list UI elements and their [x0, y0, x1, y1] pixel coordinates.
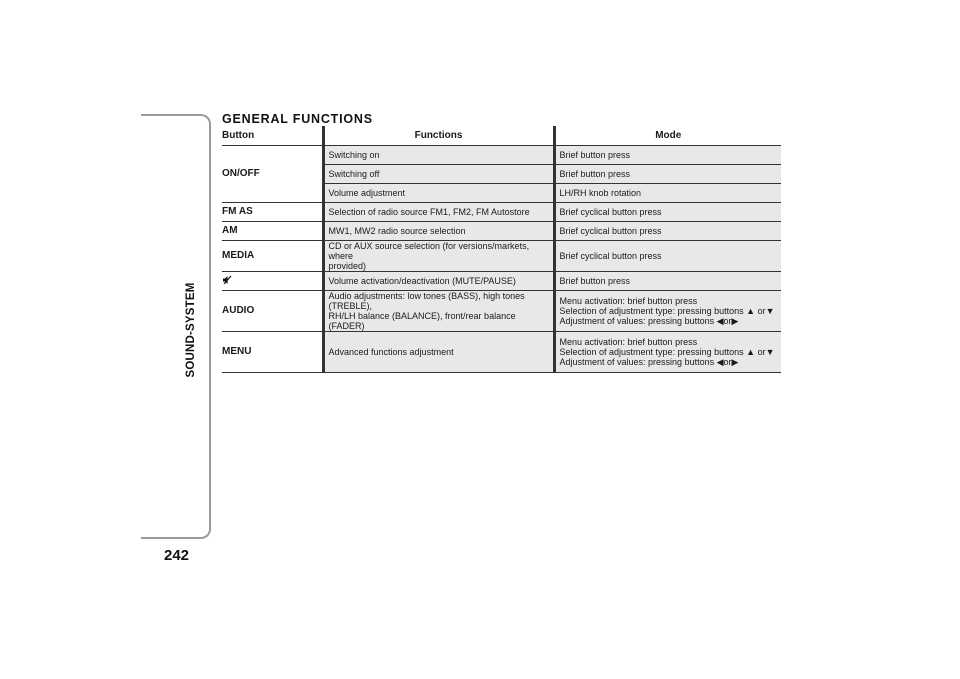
button-media: MEDIA — [222, 241, 323, 272]
section-title: GENERAL FUNCTIONS — [222, 112, 373, 126]
mode-cell: Brief cyclical button press — [554, 222, 781, 241]
sidebar-bracket — [141, 114, 211, 539]
mode-line — [560, 306, 778, 316]
function-cell — [323, 291, 554, 332]
left-arrow-icon: ◀ — [716, 357, 724, 367]
function-cell — [323, 241, 554, 272]
general-functions-table — [222, 126, 781, 373]
or-word: or — [757, 347, 766, 357]
or-word: or — [757, 306, 766, 316]
function-line: provided) — [328, 261, 367, 271]
header-functions: Functions — [323, 126, 554, 146]
function-cell: Switching on — [323, 146, 554, 165]
table-row — [222, 272, 781, 291]
mode-cell: Brief button press — [554, 272, 781, 291]
button-am: AM — [222, 222, 323, 241]
mode-line — [560, 316, 778, 326]
button-fm-as: FM AS — [222, 203, 323, 222]
function-cell: Volume adjustment — [323, 184, 554, 203]
table-row — [222, 146, 781, 165]
sidebar-section-label: SOUND-SYSTEM — [185, 282, 197, 378]
function-line: RH/LH balance (BALANCE), front/rear balance (FADER) — [328, 311, 516, 331]
left-arrow-icon: ◀ — [716, 316, 724, 326]
mute-speaker-icon — [222, 275, 232, 285]
button-mute — [222, 272, 323, 291]
function-cell: Switching off — [323, 165, 554, 184]
table-row — [222, 332, 781, 373]
table-header-row — [222, 126, 781, 146]
function-line: CD or AUX source selection (for versions/markets, where — [328, 241, 530, 261]
table-row — [222, 222, 781, 241]
header-mode: Mode — [554, 126, 781, 146]
mode-line-text: Selection of adjustment type: pressing buttons — [559, 347, 744, 357]
function-line: Audio adjustments: low tones (BASS), high tones (TREBLE), — [328, 291, 525, 311]
mode-line-text: Adjustment of values: pressing buttons — [559, 316, 715, 326]
mode-line-text: Selection of adjustment type: pressing buttons — [559, 306, 744, 316]
function-cell: Advanced functions adjustment — [323, 332, 554, 373]
mode-line-text: Adjustment of values: pressing buttons — [559, 357, 715, 367]
up-arrow-icon: ▲ — [746, 347, 756, 357]
or-word: or — [723, 357, 732, 367]
or-word: or — [723, 316, 732, 326]
mode-line: Menu activation: brief button press — [559, 296, 698, 306]
function-cell: Volume activation/deactivation (MUTE/PAUSE) — [323, 272, 554, 291]
down-arrow-icon: ▼ — [765, 347, 775, 357]
table-row — [222, 291, 781, 332]
up-arrow-icon: ▲ — [746, 306, 756, 316]
page-number: 242 — [164, 547, 190, 564]
right-arrow-icon: ▶ — [731, 357, 739, 367]
mode-cell: Brief button press — [554, 146, 781, 165]
table-row — [222, 203, 781, 222]
header-button: Button — [222, 126, 323, 146]
mode-cell — [554, 291, 781, 332]
button-audio: AUDIO — [222, 291, 323, 332]
mode-cell: LH/RH knob rotation — [554, 184, 781, 203]
mode-line — [560, 357, 778, 367]
mode-cell — [554, 332, 781, 373]
mode-cell: Brief cyclical button press — [554, 203, 781, 222]
function-cell: Selection of radio source FM1, FM2, FM Autostore — [323, 203, 554, 222]
table-row — [222, 241, 781, 272]
function-cell: MW1, MW2 radio source selection — [323, 222, 554, 241]
down-arrow-icon: ▼ — [765, 306, 775, 316]
mode-cell: Brief button press — [554, 165, 781, 184]
mode-cell: Brief cyclical button press — [554, 241, 781, 272]
button-menu: MENU — [222, 332, 323, 373]
right-arrow-icon: ▶ — [731, 316, 739, 326]
mode-line — [560, 347, 778, 357]
button-onoff: ON/OFF — [222, 146, 323, 203]
mode-line: Menu activation: brief button press — [559, 337, 698, 347]
